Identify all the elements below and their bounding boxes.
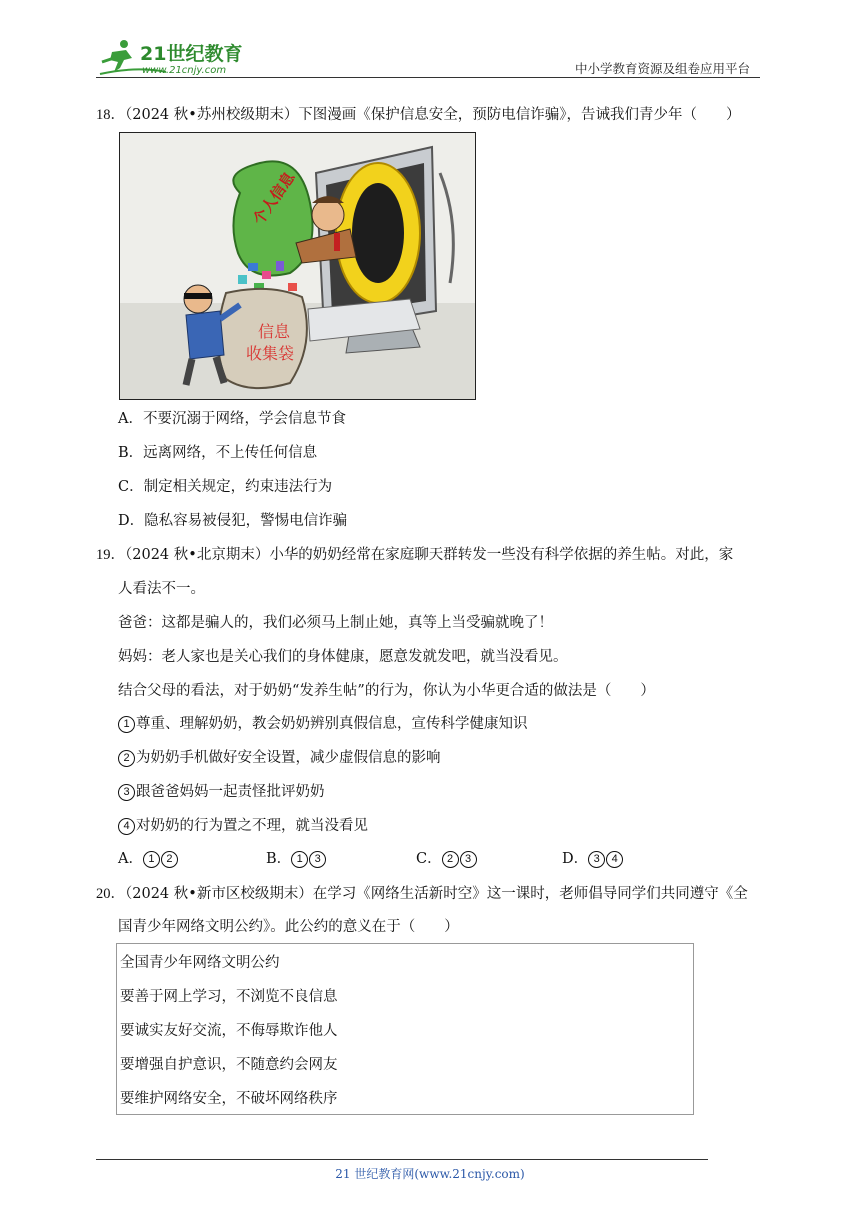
q19-stem-line1: 19．（2024 秋•北京期末）小华的奶奶经常在家庭聊天群转发一些没有科学依据的养生帖。对此，家 xyxy=(96,547,734,563)
q19-option-b[interactable]: B． 1 3 xyxy=(266,849,327,869)
q19-mom-view: 妈妈：老人家也是关心我们的身体健康，愿意发就发吧，就当没看见。 xyxy=(118,649,568,665)
q19-statement-1: 1 尊重、理解奶奶，教会奶奶辨别真假信息，宣传科学健康知识 xyxy=(118,714,528,734)
pact-title: 全国青少年网络文明公约 xyxy=(120,955,280,971)
q19-dad-view: 爸爸：这都是骗人的，我们必须马上制止她，真等上当受骗就晚了！ xyxy=(118,615,553,631)
footer-link[interactable]: 21 世纪教育网(www.21cnjy.com) xyxy=(335,1167,525,1181)
collection-sack xyxy=(218,289,307,388)
q19-number: 19． xyxy=(96,547,125,563)
q18-option-d[interactable]: D．隐私容易被侵犯，警惕电信诈骗 xyxy=(118,513,348,529)
pact-item: 要诚实友好交流，不侮辱欺诈他人 xyxy=(120,1023,338,1039)
logo-url: www.21cnjy.com xyxy=(142,65,227,76)
q19-option-a[interactable]: A． 1 2 xyxy=(118,849,179,869)
q20-stem-line2: 国青少年网络文明公约》。此公约的意义在于（ ） xyxy=(118,919,459,935)
circled-number: 2 xyxy=(118,750,135,767)
logo-text: 21世纪教育 xyxy=(140,43,243,65)
bag-label: 个人信息 xyxy=(249,168,299,229)
q19-option-c[interactable]: C． 2 3 xyxy=(416,849,478,869)
q18-stem: 18．（2024 秋•苏州校级期末）下图漫画《保护信息安全，预防电信诈骗》，告诫我们青少年（ ） xyxy=(96,107,741,123)
circled-number: 3 xyxy=(118,784,135,801)
q19-question: 结合父母的看法，对于奶奶“发养生帖”的行为，你认为小华更合适的做法是（ ） xyxy=(118,683,655,699)
header-divider xyxy=(96,77,760,78)
q19-statement-4: 4 对奶奶的行为置之不理，就当没看见 xyxy=(118,816,368,836)
sack-label-1: 信息 xyxy=(258,322,291,341)
q18-comic-image xyxy=(119,132,476,400)
circled-number: 4 xyxy=(118,818,135,835)
q18-number: 18． xyxy=(96,107,125,123)
circled-number: 1 xyxy=(118,716,135,733)
footer-divider xyxy=(96,1159,708,1160)
q19-statement-3: 3 跟爸爸妈妈一起责怪批评奶奶 xyxy=(118,782,325,802)
pact-item: 要增强自护意识，不随意约会网友 xyxy=(120,1057,338,1073)
q18-option-a[interactable]: A．不要沉溺于网络，学会信息节食 xyxy=(118,411,346,427)
pact-item: 要维护网络安全，不破坏网络秩序 xyxy=(120,1091,338,1107)
q19-stem-line2: 人看法不一。 xyxy=(118,581,205,597)
q18-option-c[interactable]: C．制定相关规定，约束违法行为 xyxy=(118,479,333,495)
q20-stem-line1: 20．（2024 秋•新市区校级期末）在学习《网络生活新时空》这一课时，老师倡导同学们共同遵守《全 xyxy=(96,886,748,902)
site-logo xyxy=(96,38,256,78)
q19-statement-2: 2 为奶奶手机做好安全设置，减少虚假信息的影响 xyxy=(118,748,441,768)
q20-number: 20． xyxy=(96,886,125,902)
q18-option-b[interactable]: B．远离网络，不上传任何信息 xyxy=(118,445,318,461)
platform-label: 中小学教育资源及组卷应用平台 xyxy=(575,61,751,76)
pact-item: 要善于网上学习，不浏览不良信息 xyxy=(120,989,338,1005)
q19-option-d[interactable]: D． 3 4 xyxy=(562,849,624,869)
sack-label-2: 收集袋 xyxy=(246,344,295,363)
